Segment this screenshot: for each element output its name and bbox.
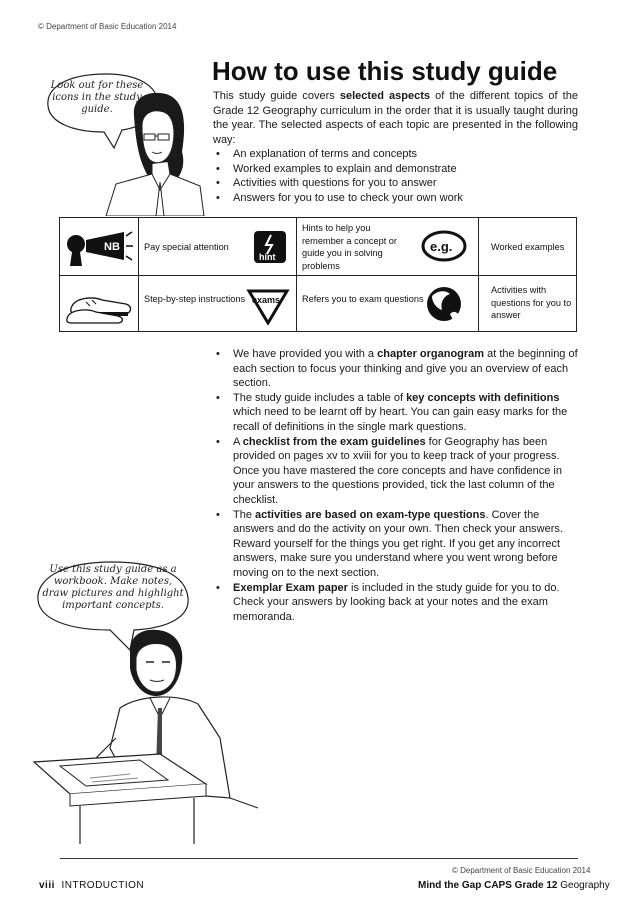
activities-icon [424,284,466,326]
shoes-icon [66,286,134,324]
list-item: • Activities with questions for you to answer [213,176,463,191]
nb-description: Pay special attention [144,242,229,252]
nb-label: NB [104,241,120,253]
exams-label: exams [252,295,281,305]
eg-icon [420,229,468,263]
list-item: • The study guide includes a table of key concepts with definitions which need to be learnt off by heart. You can gain easy marks for the recall of definitions in the single mark questions. [213,391,579,435]
list-item: • Answers for you to use to check your own work [213,191,463,206]
intro-text-2: of the different topics of the Grade 12 Geography curriculum in the order that it is usually taught during the year. The selected aspects of each topic are presented in the following way: [213,90,578,146]
eg-description: Worked examples [491,242,565,252]
list-item: • Worked examples to explain and demonstrate [213,162,463,177]
footer-page-section [39,880,144,891]
exams-description: Refers you to exam questions [302,294,424,304]
top-bubble-text: Look out for these icons in the study guide. [50,80,144,115]
book-title: Mind the Gap CAPS Grade 12 [418,880,558,891]
nb-megaphone-icon [64,228,134,266]
footer-book-title [418,880,610,891]
list-item: • The activities are based on exam-type questions. Cover the answers and do the activity on your own. Then check your answers. Reward yourself for the things you get right. If you get any incorrect answers, make sure you understand where you went wrong before moving on to the next section. [213,508,579,581]
intro-paragraph [213,89,578,147]
steps-description: Step-by-step instructions [144,294,246,304]
page-number: viii [39,880,55,891]
footer-divider [60,858,578,859]
bottom-bubble-text: Use this study guide as a workbook. Make notes, draw pictures and highlight important concepts. [42,564,184,611]
list-item: • A checklist from the exam guidelines for Geography has been provided on pages xv to xviii for you to keep track of your progress. Once you have mastered the core concepts and have confidence in your answers to the questions provided, tick the last column of the checklist. [213,435,579,508]
list-item: • We have provided you with a chapter organogram at the beginning of each section to focus your thinking and give you an overview of each section. [213,347,579,391]
hint-description: Hints to help you remember a concept or guide you in solving problems [302,223,397,271]
intro-text-1: This study guide covers [213,90,340,102]
intro-bold: selected aspects [339,90,431,102]
page-title: How to use this study guide [212,56,558,86]
list-item: • Exemplar Exam paper is included in the study guide for you to do. Check your answers by looking back at your notes and the exam memoranda. [213,581,579,625]
section-name: INTRODUCTION [61,880,145,891]
header-copyright: © Department of Basic Education 2014 [38,22,177,31]
hint-icon [253,230,287,264]
exams-triangle-icon [246,287,290,325]
hint-label: hint [259,252,276,262]
footer-copyright: © Department of Basic Education 2014 [452,866,591,875]
intro-list [213,147,463,205]
activities-description: Activities with questions for you to answer [491,285,572,320]
eg-label: e.g. [430,239,453,254]
book-subject: Geography [560,880,610,891]
list-item: • An explanation of terms and concepts [213,147,463,162]
icon-legend-table [59,217,577,332]
main-list [213,347,579,624]
